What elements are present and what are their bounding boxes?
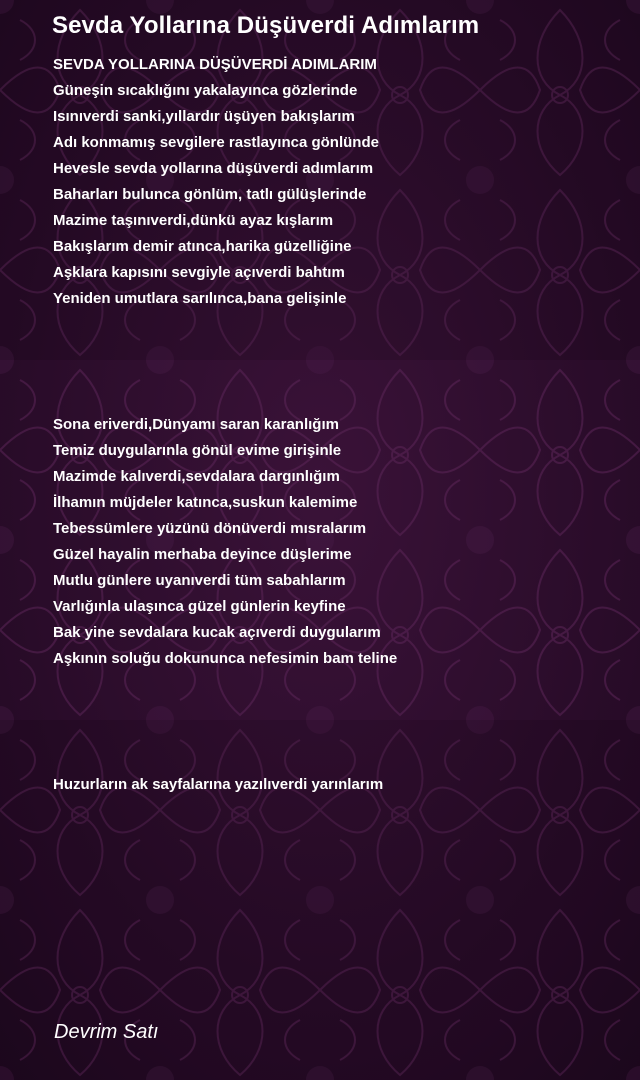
poem-line: Mazime taşınıverdi,dünkü ayaz kışlarım [53,212,334,229]
poem-line: Bak yine sevdalara kucak açıverdi duygularım [53,624,381,641]
poem-line: SEVDA YOLLARINA DÜŞÜVERDİ ADIMLARIM [53,56,377,73]
poem-line: Varlığınla ulaşınca güzel günlerin keyfine [53,598,346,615]
stanza-2 [53,412,397,672]
poem-line: Aşklara kapısını sevgiyle açıverdi bahtım [53,264,345,281]
poem-line: Mutlu günlere uyanıverdi tüm sabahlarım [53,572,346,589]
poem-line: Huzurların ak sayfalarına yazılıverdi yarınlarım [53,776,384,793]
poem-line: Güzel hayalin merhaba deyince düşlerime [53,546,352,563]
poem-line: Aşkının soluğu dokununca nefesimin bam teline [53,650,398,667]
poem-line: Sona eriverdi,Dünyamı saran karanlığım [53,416,339,433]
poem-line: Güneşin sıcaklığını yakalayınca gözlerinde [53,82,358,99]
stanza-1 [53,52,379,312]
poem-line: Temiz duygularınla gönül evime girişinle [53,442,342,459]
poem-line: Isınıverdi sanki,yıllardır üşüyen bakışlarım [53,108,355,125]
poem-line: Bakışlarım demir atınca,harika güzelliğine [53,238,352,255]
poem-line: Hevesle sevda yollarına düşüverdi adımlarım [53,160,374,177]
poem-author: Devrim Satı [54,1021,159,1043]
poem-line: Adı konmamış sevgilere rastlayınca gönlünde [53,134,379,151]
poem-line: Yeniden umutlara sarılınca,bana gelişinle [53,290,347,307]
stanza-3 [53,772,383,798]
poem-line: Baharları bulunca gönlüm, tatlı gülüşlerinde [53,186,367,203]
poem-line: Tebessümlere yüzünü dönüverdi mısralarım [53,520,367,537]
poem-line: İlhamın müjdeler katınca,suskun kalemime [53,494,358,511]
poem-line: Mazimde kalıverdi,sevdalara dargınlığım [53,468,340,485]
poem-title: Sevda Yollarına Düşüverdi Adımlarım [52,12,480,39]
